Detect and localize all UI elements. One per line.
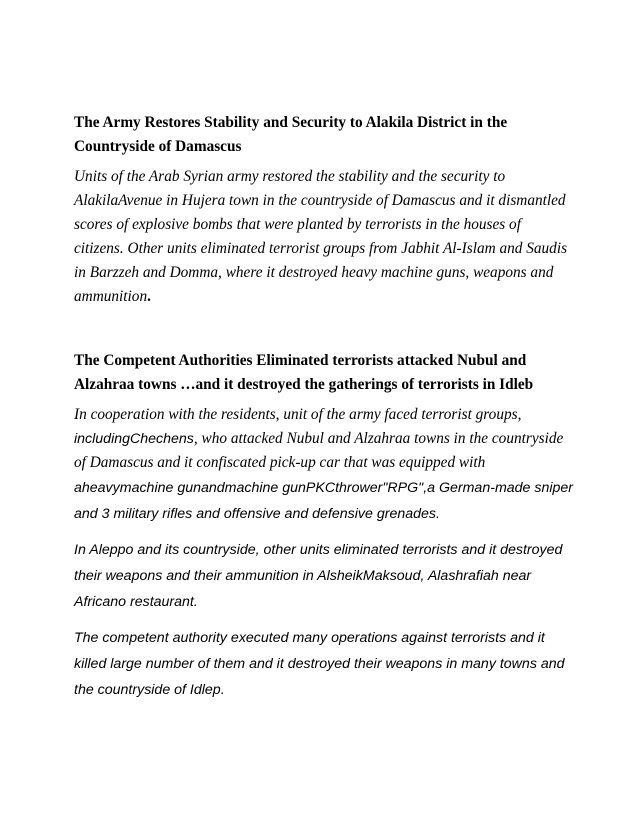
article-body-text: Units of the Arab Syrian army restored the stability and the security to AlakilaAvenue in Hujera town in the countryside of Damascus and it dismantled scores of explosive bombs that were planted by terrorists in the houses of citizens. Other units eliminated terrorist groups from Jabhit Al-Islam and Saudis in Barzzeh and Domma, where it destroyed heavy machine guns, weapons and ammunition: [74, 168, 568, 305]
paragraph-spacer: [74, 615, 574, 625]
article-headline: The Army Restores Stability and Security to Alakila District in the Countryside of Damascus: [74, 114, 508, 155]
article-body-end: .: [147, 288, 151, 305]
paragraph-text: aheavymachine gunandmachine gunPKCthrower"RPG",a German-made sniper and 3 military rifles and offensive and defensive grenades.: [74, 480, 574, 522]
paragraph-text: includingChechens: [74, 431, 194, 447]
article-body: [74, 165, 574, 309]
paragraph-text: In cooperation with the residents, unit of the army faced terrorist groups,: [74, 406, 522, 423]
section-spacer: [74, 309, 574, 349]
article-paragraph-aleppo: In Aleppo and its countryside, other units eliminated terrorists and it destroyed their weapons and their ammunition in AlsheikMaksoud, Alashrafiah near Africano restaurant.: [74, 542, 563, 610]
article-headline: The Competent Authorities Eliminated terrorists attacked Nubul and Alzahraa towns …and it destroyed the gatherings of terrorists in Idleb: [74, 352, 534, 393]
paragraph-text: , who attacked Nubul and Alzahraa towns in the countryside of Damascus and it confiscated pick-up car that was equipped with: [74, 430, 564, 471]
article-paragraph-operations: The competent authority executed many operations against terrorists and it killed large number of them and it destroyed their weapons in many towns and the countryside of Idlep.: [74, 630, 565, 698]
article-paragraph-cooperation: [74, 403, 574, 527]
paragraph-spacer: [74, 527, 574, 537]
article-army-restores-stability: [74, 111, 574, 309]
document-content: [74, 111, 574, 703]
article-competent-authorities: [74, 349, 574, 703]
